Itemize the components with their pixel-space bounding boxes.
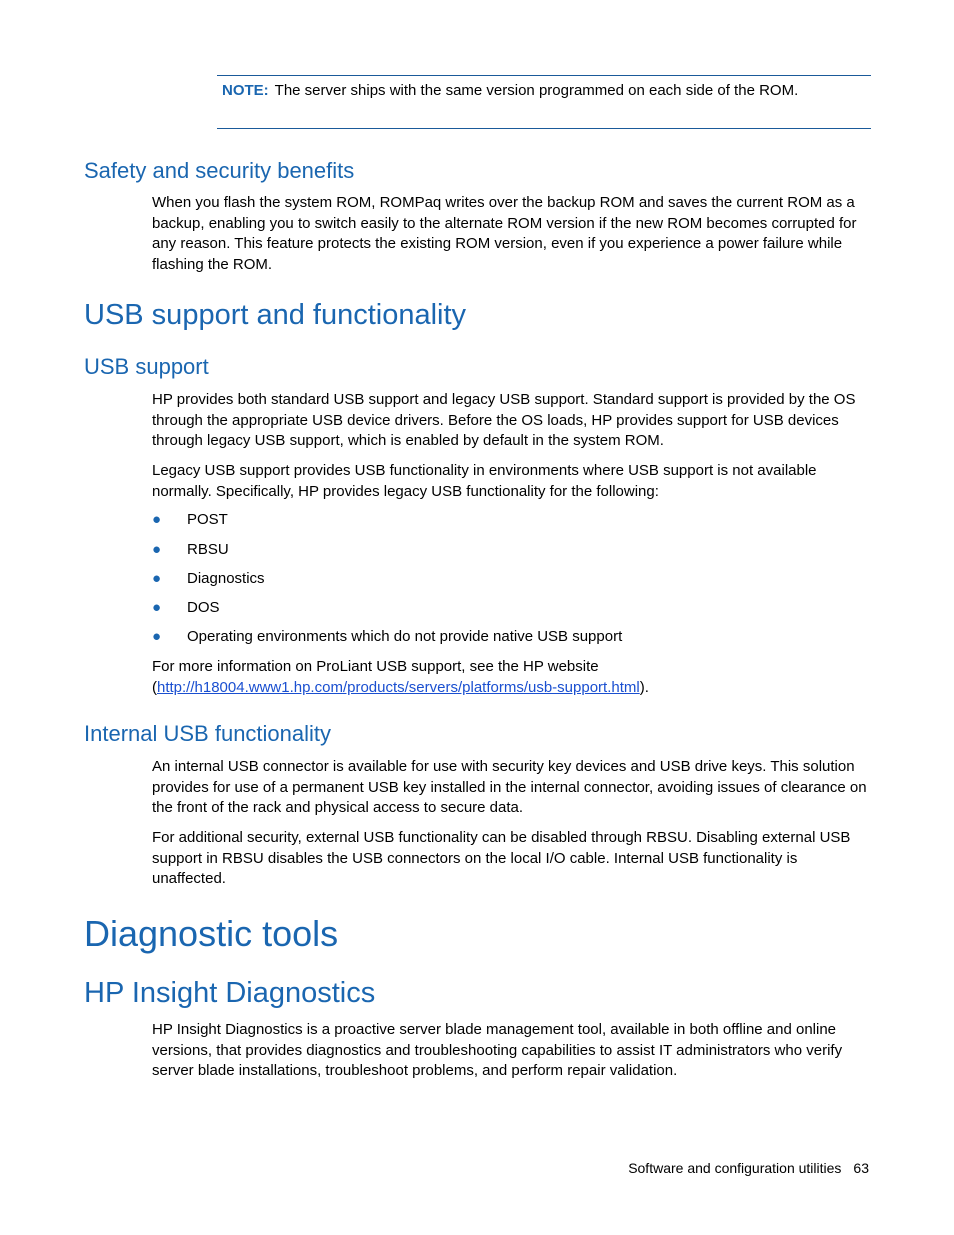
page-footer (628, 1158, 869, 1178)
internal-usb-heading: Internal USB functionality (84, 721, 332, 746)
more-info-text: For more information on ProLiant USB support, see the HP website (152, 658, 599, 675)
footer-title: Software and configuration utilities (628, 1160, 842, 1176)
bullet-icon: ● (152, 570, 162, 587)
link-close-paren: ). (639, 678, 649, 696)
list-item-text: DOS (187, 599, 220, 616)
bullet-icon: ● (152, 541, 162, 558)
usb-section-heading: USB support and functionality (84, 299, 467, 331)
list-item-text: POST (187, 511, 228, 528)
usb-support-link[interactable]: http://h18004.www1.hp.com/products/servers/platforms/usb-support.html (157, 678, 640, 696)
page-number: 63 (853, 1160, 869, 1176)
bullet-icon: ● (152, 628, 162, 645)
hp-insight-heading: HP Insight Diagnostics (84, 977, 376, 1009)
note-label: NOTE: (222, 82, 269, 99)
hp-insight-paragraph: HP Insight Diagnostics is a proactive server blade management tool, available in both offline and online versions, that provides diagnostics and troubleshooting capabilities to assist IT administrators who verify server blade installations, troubleshoot problems, and perform repair validation. (152, 1021, 843, 1080)
safety-heading: Safety and security benefits (84, 158, 355, 183)
usb-support-paragraph-1: HP provides both standard USB support and legacy USB support. Standard support is provided by the OS through the appropriate USB device drivers. Before the OS loads, HP provides support for USB devices through legacy USB support, which is enabled by default in the system ROM. (152, 391, 856, 450)
usb-more-info-paragraph (152, 657, 874, 698)
internal-usb-paragraph-2: For additional security, external USB functionality can be disabled through RBSU. Disabling external USB support in RBSU disables the USB connectors on the local I/O cable. Internal USB functionality is unaffected. (152, 829, 851, 888)
list-item-text: Diagnostics (187, 570, 265, 587)
note-body: The server ships with the same version programmed on each side of the ROM. (274, 82, 799, 99)
note-box (217, 75, 871, 129)
list-item-text: Operating environments which do not provide native USB support (187, 628, 623, 645)
bullet-icon: ● (152, 599, 162, 616)
bullet-icon: ● (152, 511, 162, 528)
usb-support-heading: USB support (84, 354, 209, 379)
safety-paragraph: When you flash the system ROM, ROMPaq writes over the backup ROM and saves the current ROM as a backup, enabling you to switch easily to the alternate ROM version if the new ROM becomes corrupted for any reason. This feature protects the existing ROM version, even if you experience a power failure while flashing the ROM. (152, 194, 857, 273)
internal-usb-paragraph-1: An internal USB connector is available for use with security key devices and USB drive keys. This solution provides for use of a permanent USB key installed in the internal connector, avoiding issues of clearance on the front of the rack and physical access to secure data. (152, 758, 867, 817)
note-text (222, 81, 798, 101)
link-open-paren: ( (152, 678, 157, 696)
usb-support-paragraph-2: Legacy USB support provides USB functionality in environments where USB support is not available normally. Specifically, HP provides legacy USB functionality for the following: (152, 462, 817, 500)
diagnostic-tools-heading: Diagnostic tools (84, 913, 339, 954)
list-item-text: RBSU (187, 541, 229, 558)
